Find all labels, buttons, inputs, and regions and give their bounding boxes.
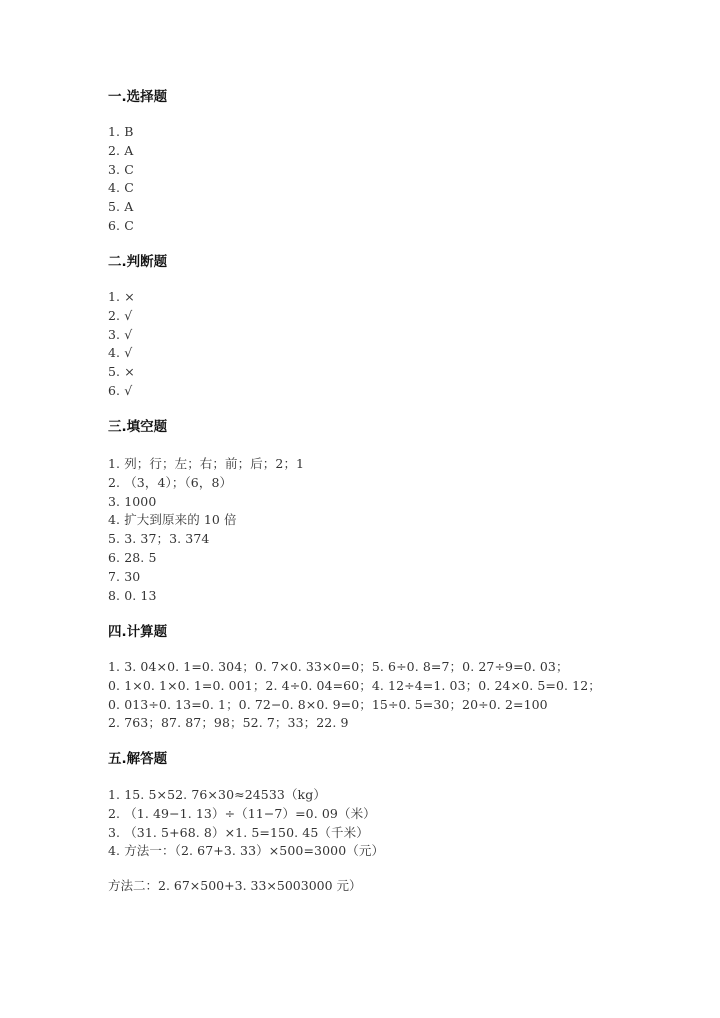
answer-item: 2. （3，4）；（6，8） — [108, 474, 233, 490]
answer-item: 6. 28. 5 — [108, 549, 157, 565]
section-title-true-false: 二.判断题 — [108, 254, 168, 270]
answer-item: 0. 013÷0. 13=0. 1；0. 72−0. 8×0. 9=0；15÷0. 5=30；20÷0. 2=100 — [108, 696, 548, 712]
answer-item: 7. 30 — [108, 568, 141, 584]
section-title-calculation: 四.计算题 — [108, 624, 168, 640]
answer-item: 2. 763；87. 87；98；52. 7；33；22. 9 — [108, 715, 349, 731]
answer-item: 2. A — [108, 142, 134, 158]
section-title-fill-in: 三.填空题 — [108, 419, 168, 435]
answer-item: 1. 列；行；左；右；前；后；2；1 — [108, 456, 305, 471]
answer-item: 3. √ — [108, 326, 133, 342]
answer-item: 6. √ — [108, 382, 133, 398]
answer-item: 4. C — [108, 180, 134, 196]
answer-item: 8. 0. 13 — [108, 587, 157, 603]
fill-in-answers — [108, 455, 304, 605]
answer-item: 4. 方法一：（2. 67+3. 33）×500=3000（元） — [108, 843, 385, 859]
answer-item: 3. 1000 — [108, 493, 157, 509]
answer-item: 1. 3. 04×0. 1=0. 304；0. 7×0. 33×0=0；5. 6÷0. 8=7；0. 27÷9=0. 03； — [108, 659, 569, 674]
method-two-line: 方法二：2. 67×500+3. 33×5003000 元） — [108, 878, 362, 893]
answer-item: 3. C — [108, 161, 134, 177]
answer-item: 4. √ — [108, 345, 133, 361]
answer-item: 5. 3. 37；3. 374 — [108, 531, 210, 547]
answer-item: 3. （31. 5+68. 8）×1. 5=150. 45（千米） — [108, 824, 369, 840]
section-title-word-problems: 五.解答题 — [108, 751, 168, 767]
multiple-choice-answers — [108, 123, 134, 236]
answer-item: 6. C — [108, 217, 134, 233]
answer-item: 2. √ — [108, 307, 133, 323]
answer-item: 0. 1×0. 1×0. 1=0. 001；2. 4÷0. 04=60；4. 12÷4=1. 03；0. 24×0. 5=0. 12； — [108, 677, 601, 693]
word-problem-answers — [108, 786, 384, 861]
answer-item: 4. 扩大到原来的 10 倍 — [108, 512, 237, 528]
answer-item: 5. × — [108, 364, 135, 380]
answer-item: 1. 15. 5×52. 76×30≈24533（kg） — [108, 787, 326, 802]
answer-item: 2. （1. 49−1. 13）÷（11−7）=0. 09（米） — [108, 805, 376, 821]
calculation-answers — [108, 658, 601, 733]
true-false-answers — [108, 288, 135, 401]
answer-item: 5. A — [108, 199, 134, 215]
answer-item: 1. × — [108, 289, 135, 304]
section-title-multiple-choice: 一.选择题 — [108, 89, 168, 105]
answer-item: 1. B — [108, 124, 134, 139]
